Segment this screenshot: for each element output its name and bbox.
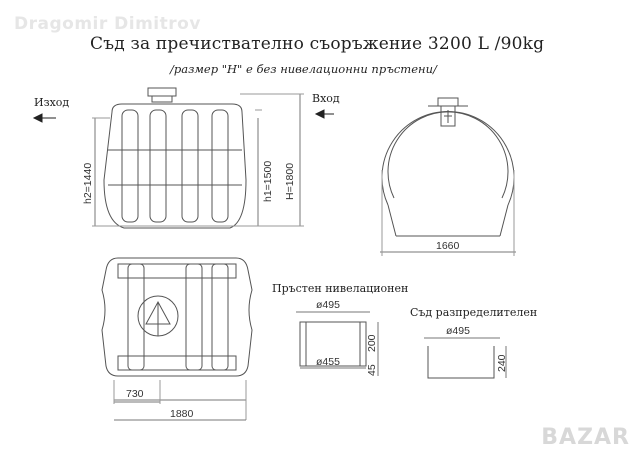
end-view (380, 98, 516, 256)
dim-h2: h2=1440 (82, 162, 94, 204)
dim-H: H=1800 (284, 162, 296, 200)
outlet-label: Изход (34, 96, 70, 109)
dim-ring-bottom: ø455 (316, 356, 340, 368)
page-subtitle: /размер "Н" е без нивелационни пръстени/ (170, 62, 437, 76)
dim-ring-base: 45 (366, 364, 378, 376)
side-view (92, 88, 304, 228)
distribution-vessel-label: Съд разпределителен (410, 306, 538, 319)
dim-length: 1880 (170, 408, 194, 420)
outlet-arrow (34, 114, 56, 122)
dim-offset: 730 (126, 388, 144, 400)
dim-ring-top: ø495 (316, 299, 340, 311)
top-view (102, 258, 252, 420)
bazar-logo: BAZAR (541, 425, 630, 450)
dim-vessel-height: 240 (496, 354, 508, 372)
page-title: Съд за пречиствателно съоръжение 3200 L /90kg (90, 34, 545, 54)
inlet-label: Вход (312, 92, 340, 105)
leveling-ring-label: Пръстен нивелационен (272, 282, 409, 295)
dim-ring-height: 200 (366, 334, 378, 352)
dim-vessel-d: ø495 (446, 325, 470, 337)
distribution-vessel-drawing (424, 338, 506, 378)
dim-h1: h1=1500 (262, 160, 274, 202)
dim-diameter: 1660 (436, 240, 460, 252)
inlet-arrow (316, 110, 334, 118)
watermark: Dragomir Dimitrov (14, 14, 201, 34)
